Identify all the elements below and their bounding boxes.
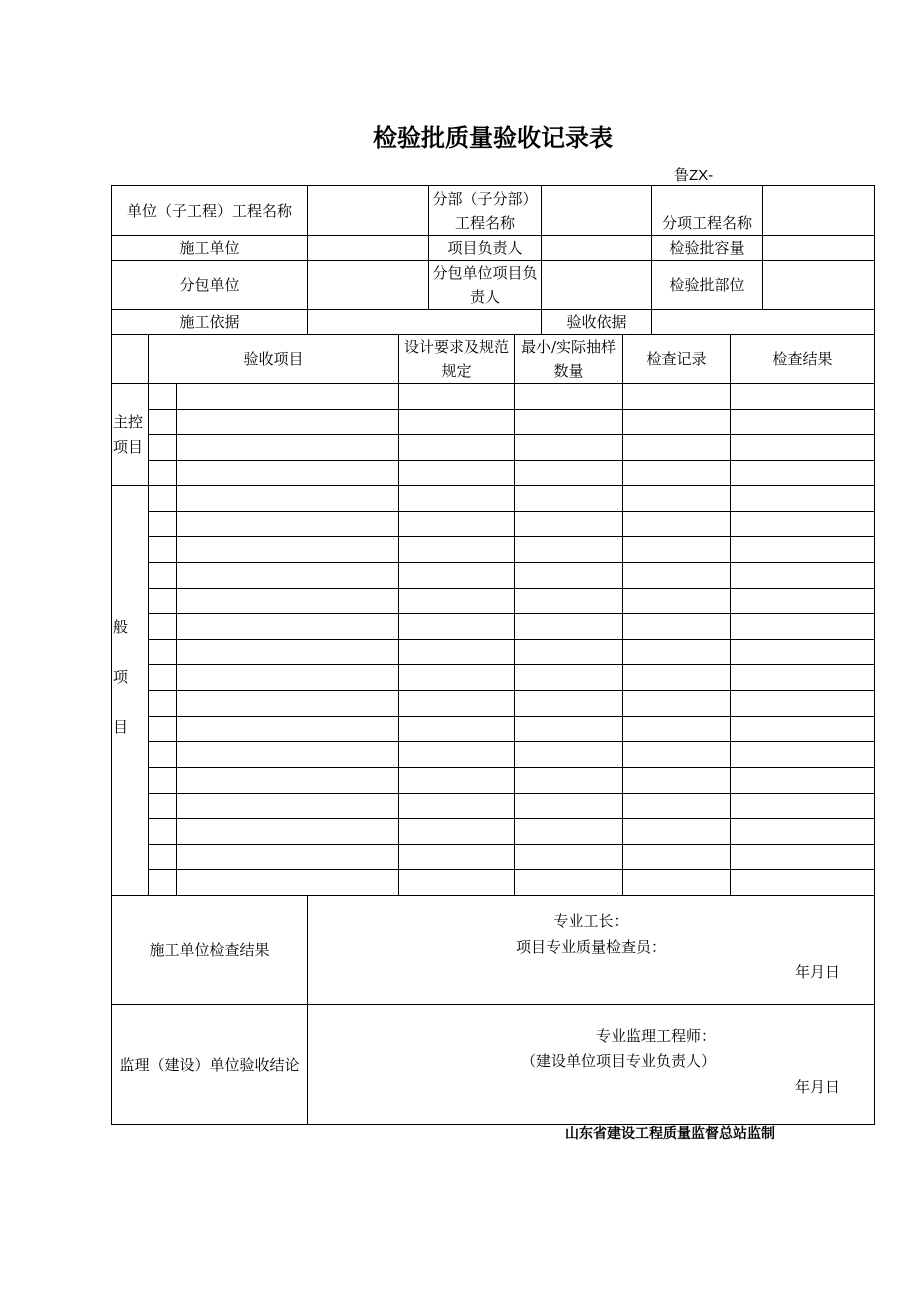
general-design-requirement-cell xyxy=(398,511,515,537)
general-inspection-record-cell xyxy=(622,511,731,537)
main-control-item-number-cell xyxy=(148,434,177,461)
construction-basis-label: 施工依据 xyxy=(111,309,308,335)
general-item-content-cell xyxy=(176,511,399,537)
general-design-requirement-cell xyxy=(398,613,515,640)
general-inspection-result-cell xyxy=(730,511,875,537)
general-design-requirement-cell xyxy=(398,716,515,742)
division-project-name-value xyxy=(541,185,652,236)
unit-project-name-label: 单位（子工程）工程名称 xyxy=(111,185,308,236)
general-inspection-record-cell xyxy=(622,588,731,614)
general-item-content-cell xyxy=(176,485,399,512)
general-item-content-cell xyxy=(176,869,399,896)
form-code: 鲁ZX- xyxy=(674,167,714,184)
main-control-item-content-cell xyxy=(176,409,399,435)
general-inspection-record-cell xyxy=(622,613,731,640)
general-design-requirement-cell xyxy=(398,562,515,589)
general-item-number-cell xyxy=(148,639,177,665)
construction-basis-value xyxy=(307,309,542,335)
main-control-inspection-result-cell xyxy=(730,383,875,410)
general-item-content-cell xyxy=(176,793,399,819)
general-inspection-record-cell xyxy=(622,793,731,819)
main-control-item-content-cell xyxy=(176,383,399,410)
sample-count-column-header: 最小/实际抽样数量 xyxy=(514,334,623,384)
item-column-header: 验收项目 xyxy=(148,334,399,384)
general-item-number-cell xyxy=(148,485,177,512)
batch-capacity-label: 检验批容量 xyxy=(651,235,763,261)
main-control-inspection-record-cell xyxy=(622,383,731,410)
general-item-number-cell xyxy=(148,664,177,691)
general-item-content-cell xyxy=(176,639,399,665)
supervising-engineer-signature-line: 专业监理工程师： xyxy=(595,1027,716,1045)
general-inspection-record-cell xyxy=(622,536,731,563)
subcontractor-manager-label: 分包单位项目负责人 xyxy=(428,260,542,310)
general-sample-count-cell xyxy=(514,536,623,563)
general-item-number-cell xyxy=(148,562,177,589)
general-inspection-record-cell xyxy=(622,664,731,691)
general-item-number-cell xyxy=(148,690,177,717)
general-design-requirement-cell xyxy=(398,485,515,512)
main-control-inspection-result-cell xyxy=(730,434,875,461)
batch-capacity-value xyxy=(762,235,875,261)
owner-representative-signature-line: （建设单位项目专业负责人） xyxy=(520,1052,716,1070)
general-item-number-cell xyxy=(148,613,177,640)
main-control-item-content-cell xyxy=(176,434,399,461)
general-item-content-cell xyxy=(176,536,399,563)
general-design-requirement-cell xyxy=(398,664,515,691)
project-manager-value xyxy=(541,235,652,261)
general-item-number-cell xyxy=(148,818,177,845)
general-item-content-cell xyxy=(176,588,399,614)
general-inspection-result-cell xyxy=(730,869,875,896)
general-sample-count-cell xyxy=(514,741,623,768)
general-sample-count-cell xyxy=(514,818,623,845)
construction-check-date: 年月日 xyxy=(794,963,840,981)
general-inspection-result-cell xyxy=(730,536,875,563)
general-inspection-record-cell xyxy=(622,741,731,768)
general-inspection-result-cell xyxy=(730,639,875,665)
general-sample-count-cell xyxy=(514,844,623,870)
construction-check-content xyxy=(307,895,875,1005)
general-inspection-result-cell xyxy=(730,690,875,717)
general-item-number-cell xyxy=(148,869,177,896)
general-inspection-result-cell xyxy=(730,741,875,768)
foreman-signature-line: 专业工长： xyxy=(553,912,629,930)
supervision-conclusion-date: 年月日 xyxy=(794,1078,840,1096)
general-design-requirement-cell xyxy=(398,639,515,665)
main-control-sample-count-cell xyxy=(514,409,623,435)
general-design-requirement-cell xyxy=(398,767,515,794)
acceptance-basis-label: 验收依据 xyxy=(541,309,652,335)
acceptance-basis-value xyxy=(651,309,875,335)
general-item-number-cell xyxy=(148,536,177,563)
main-control-items-label: 主控项目 xyxy=(111,383,149,486)
general-item-number-cell xyxy=(148,511,177,537)
general-item-content-cell xyxy=(176,844,399,870)
general-inspection-record-cell xyxy=(622,869,731,896)
general-design-requirement-cell xyxy=(398,869,515,896)
general-inspection-result-cell xyxy=(730,844,875,870)
general-sample-count-cell xyxy=(514,690,623,717)
main-control-inspection-result-cell xyxy=(730,409,875,435)
main-control-design-requirement-cell xyxy=(398,383,515,410)
subcontractor-value xyxy=(307,260,429,310)
subcontractor-manager-value xyxy=(541,260,652,310)
general-design-requirement-cell xyxy=(398,844,515,870)
general-design-requirement-cell xyxy=(398,818,515,845)
main-control-inspection-record-cell xyxy=(622,460,731,486)
general-inspection-record-cell xyxy=(622,562,731,589)
subcontractor-label: 分包单位 xyxy=(111,260,308,310)
general-items-label-char-2: 项 xyxy=(113,668,129,686)
general-item-number-cell xyxy=(148,844,177,870)
general-item-number-cell xyxy=(148,741,177,768)
inspection-result-column-header: 检查结果 xyxy=(730,334,875,384)
main-control-design-requirement-cell xyxy=(398,460,515,486)
construction-unit-label: 施工单位 xyxy=(111,235,308,261)
general-item-content-cell xyxy=(176,818,399,845)
subitem-project-name-value xyxy=(762,185,875,236)
main-control-inspection-result-cell xyxy=(730,460,875,486)
general-inspection-result-cell xyxy=(730,588,875,614)
main-control-item-number-cell xyxy=(148,409,177,435)
general-inspection-result-cell xyxy=(730,793,875,819)
general-inspection-record-cell xyxy=(622,818,731,845)
general-design-requirement-cell xyxy=(398,690,515,717)
quality-inspector-signature-line: 项目专业质量检查员： xyxy=(515,938,666,956)
general-items-label xyxy=(111,485,149,896)
general-sample-count-cell xyxy=(514,716,623,742)
general-item-number-cell xyxy=(148,793,177,819)
form-title: 检验批质量验收记录表 xyxy=(373,124,613,152)
issuer-footer: 山东省建设工程质量监督总站监制 xyxy=(565,1126,775,1142)
general-inspection-result-cell xyxy=(730,716,875,742)
general-design-requirement-cell xyxy=(398,536,515,563)
general-item-number-cell xyxy=(148,716,177,742)
subitem-project-name-label: 分项工程名称 xyxy=(651,185,763,236)
general-sample-count-cell xyxy=(514,485,623,512)
unit-project-name-value xyxy=(307,185,429,236)
general-design-requirement-cell xyxy=(398,793,515,819)
general-inspection-record-cell xyxy=(622,690,731,717)
general-item-content-cell xyxy=(176,690,399,717)
category-header-cell xyxy=(111,334,149,384)
general-item-content-cell xyxy=(176,664,399,691)
general-inspection-record-cell xyxy=(622,767,731,794)
general-items-label-char-3: 目 xyxy=(113,718,129,736)
main-control-item-content-cell xyxy=(176,460,399,486)
general-items-label-char-1: 般 xyxy=(113,618,129,636)
main-control-inspection-record-cell xyxy=(622,409,731,435)
general-item-content-cell xyxy=(176,716,399,742)
main-control-inspection-record-cell xyxy=(622,434,731,461)
general-inspection-record-cell xyxy=(622,716,731,742)
batch-location-label: 检验批部位 xyxy=(651,260,763,310)
main-control-design-requirement-cell xyxy=(398,409,515,435)
general-sample-count-cell xyxy=(514,562,623,589)
general-sample-count-cell xyxy=(514,793,623,819)
general-design-requirement-cell xyxy=(398,741,515,768)
general-inspection-record-cell xyxy=(622,485,731,512)
batch-location-value xyxy=(762,260,875,310)
general-sample-count-cell xyxy=(514,664,623,691)
general-item-content-cell xyxy=(176,613,399,640)
main-control-sample-count-cell xyxy=(514,434,623,461)
general-inspection-result-cell xyxy=(730,613,875,640)
inspection-record-column-header: 检查记录 xyxy=(622,334,731,384)
main-control-item-number-cell xyxy=(148,460,177,486)
general-sample-count-cell xyxy=(514,767,623,794)
construction-check-label: 施工单位检查结果 xyxy=(111,895,308,1005)
general-item-content-cell xyxy=(176,562,399,589)
main-control-item-number-cell xyxy=(148,383,177,410)
general-inspection-result-cell xyxy=(730,664,875,691)
project-manager-label: 项目负责人 xyxy=(428,235,542,261)
general-item-content-cell xyxy=(176,767,399,794)
general-sample-count-cell xyxy=(514,613,623,640)
general-item-number-cell xyxy=(148,588,177,614)
general-sample-count-cell xyxy=(514,639,623,665)
main-control-sample-count-cell xyxy=(514,460,623,486)
general-item-number-cell xyxy=(148,767,177,794)
construction-unit-value xyxy=(307,235,429,261)
general-inspection-result-cell xyxy=(730,485,875,512)
design-requirement-column-header: 设计要求及规范规定 xyxy=(398,334,515,384)
general-inspection-result-cell xyxy=(730,818,875,845)
general-sample-count-cell xyxy=(514,511,623,537)
division-project-name-label: 分部（子分部）工程名称 xyxy=(428,185,542,236)
main-control-design-requirement-cell xyxy=(398,434,515,461)
general-inspection-record-cell xyxy=(622,844,731,870)
general-inspection-result-cell xyxy=(730,767,875,794)
general-sample-count-cell xyxy=(514,588,623,614)
general-inspection-result-cell xyxy=(730,562,875,589)
supervision-conclusion-content xyxy=(307,1004,875,1125)
general-inspection-record-cell xyxy=(622,639,731,665)
general-design-requirement-cell xyxy=(398,588,515,614)
general-sample-count-cell xyxy=(514,869,623,896)
main-control-sample-count-cell xyxy=(514,383,623,410)
general-item-content-cell xyxy=(176,741,399,768)
supervision-conclusion-label: 监理（建设）单位验收结论 xyxy=(111,1004,308,1125)
